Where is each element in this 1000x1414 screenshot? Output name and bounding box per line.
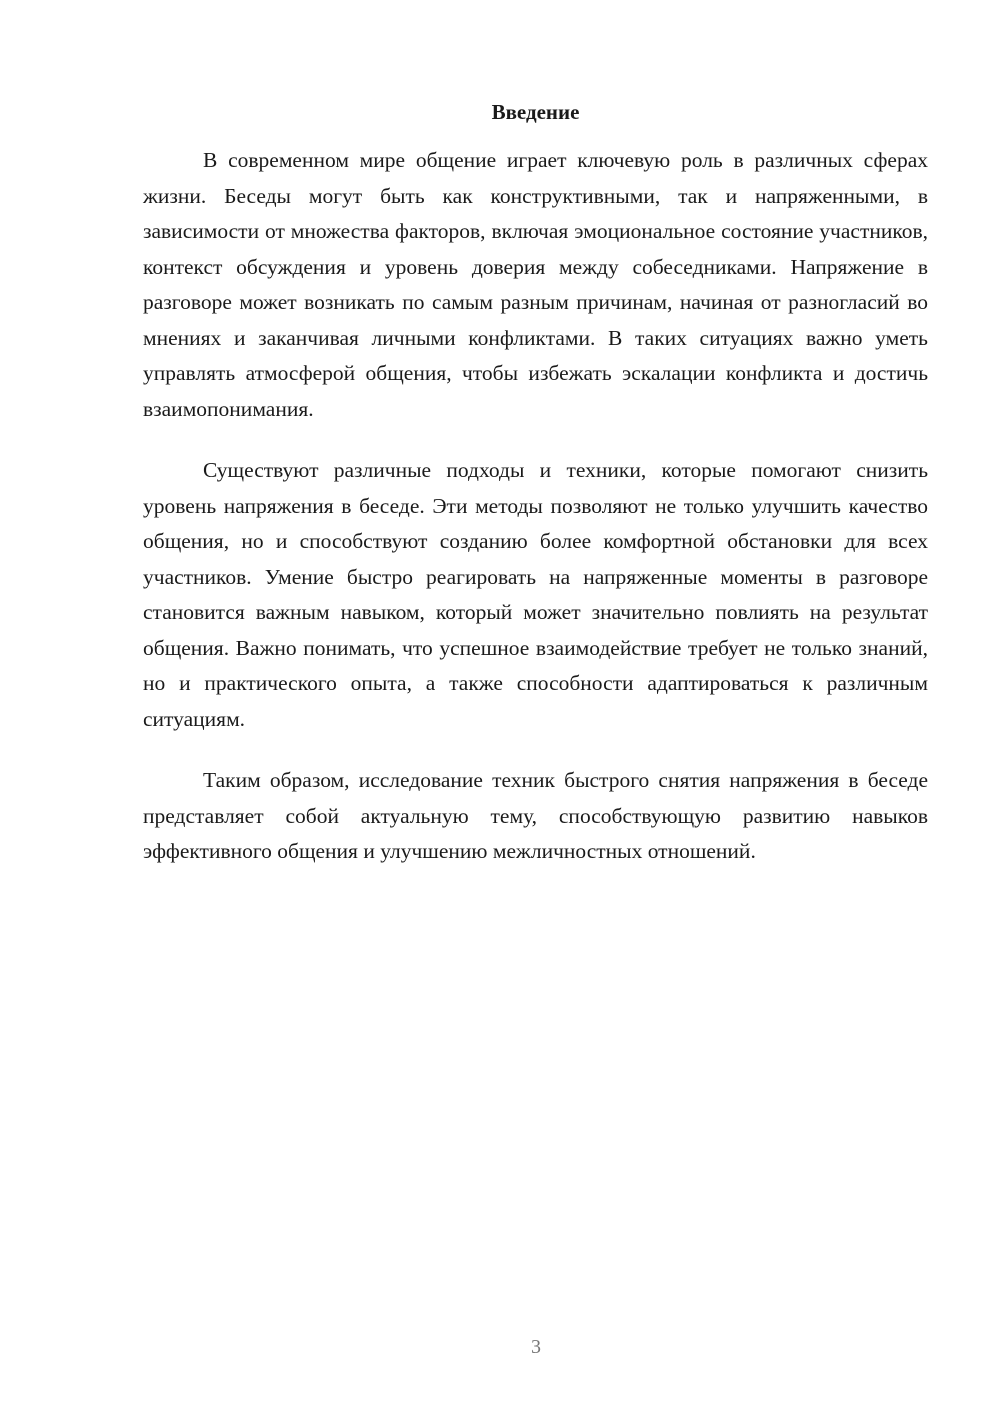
- page-number: 3: [531, 1336, 541, 1358]
- section-heading: Введение: [491, 100, 580, 124]
- paragraph-2: Существуют различные подходы и техники, которые помогают снизить уровень напряжения в беседе. Эти методы позволяют не только улучшить качество общения, но и способствуют созданию более комфортной обстановки для всех участников. Умение быстро реагировать на напряженные моменты в разговоре становится важным навыком, который может значительно повлиять на результат общения. Важно понимать, что успешное взаимодействие требует не только знаний, но и практического опыта, а также способности адаптироваться к различным ситуациям.: [143, 458, 928, 731]
- body-text: [143, 143, 928, 896]
- paragraph-1: В современном мире общение играет ключевую роль в различных сферах жизни. Беседы могут быть как конструктивными, так и напряженными, в зависимости от множества факторов, включая эмоциональное состояние участников, контекст обсуждения и уровень доверия между собеседниками. Напряжение в разговоре может возникать по самым разным причинам, начиная от разногласий во мнениях и заканчивая личными конфликтами. В таких ситуациях важно уметь управлять атмосферой общения, чтобы избежать эскалации конфликта и достичь взаимопонимания.: [143, 148, 928, 421]
- paragraph-3: Таким образом, исследование техник быстрого снятия напряжения в беседе представляет собой актуальную тему, способствующую развитию навыков эффективного общения и улучшению межличностных отношений.: [143, 768, 928, 863]
